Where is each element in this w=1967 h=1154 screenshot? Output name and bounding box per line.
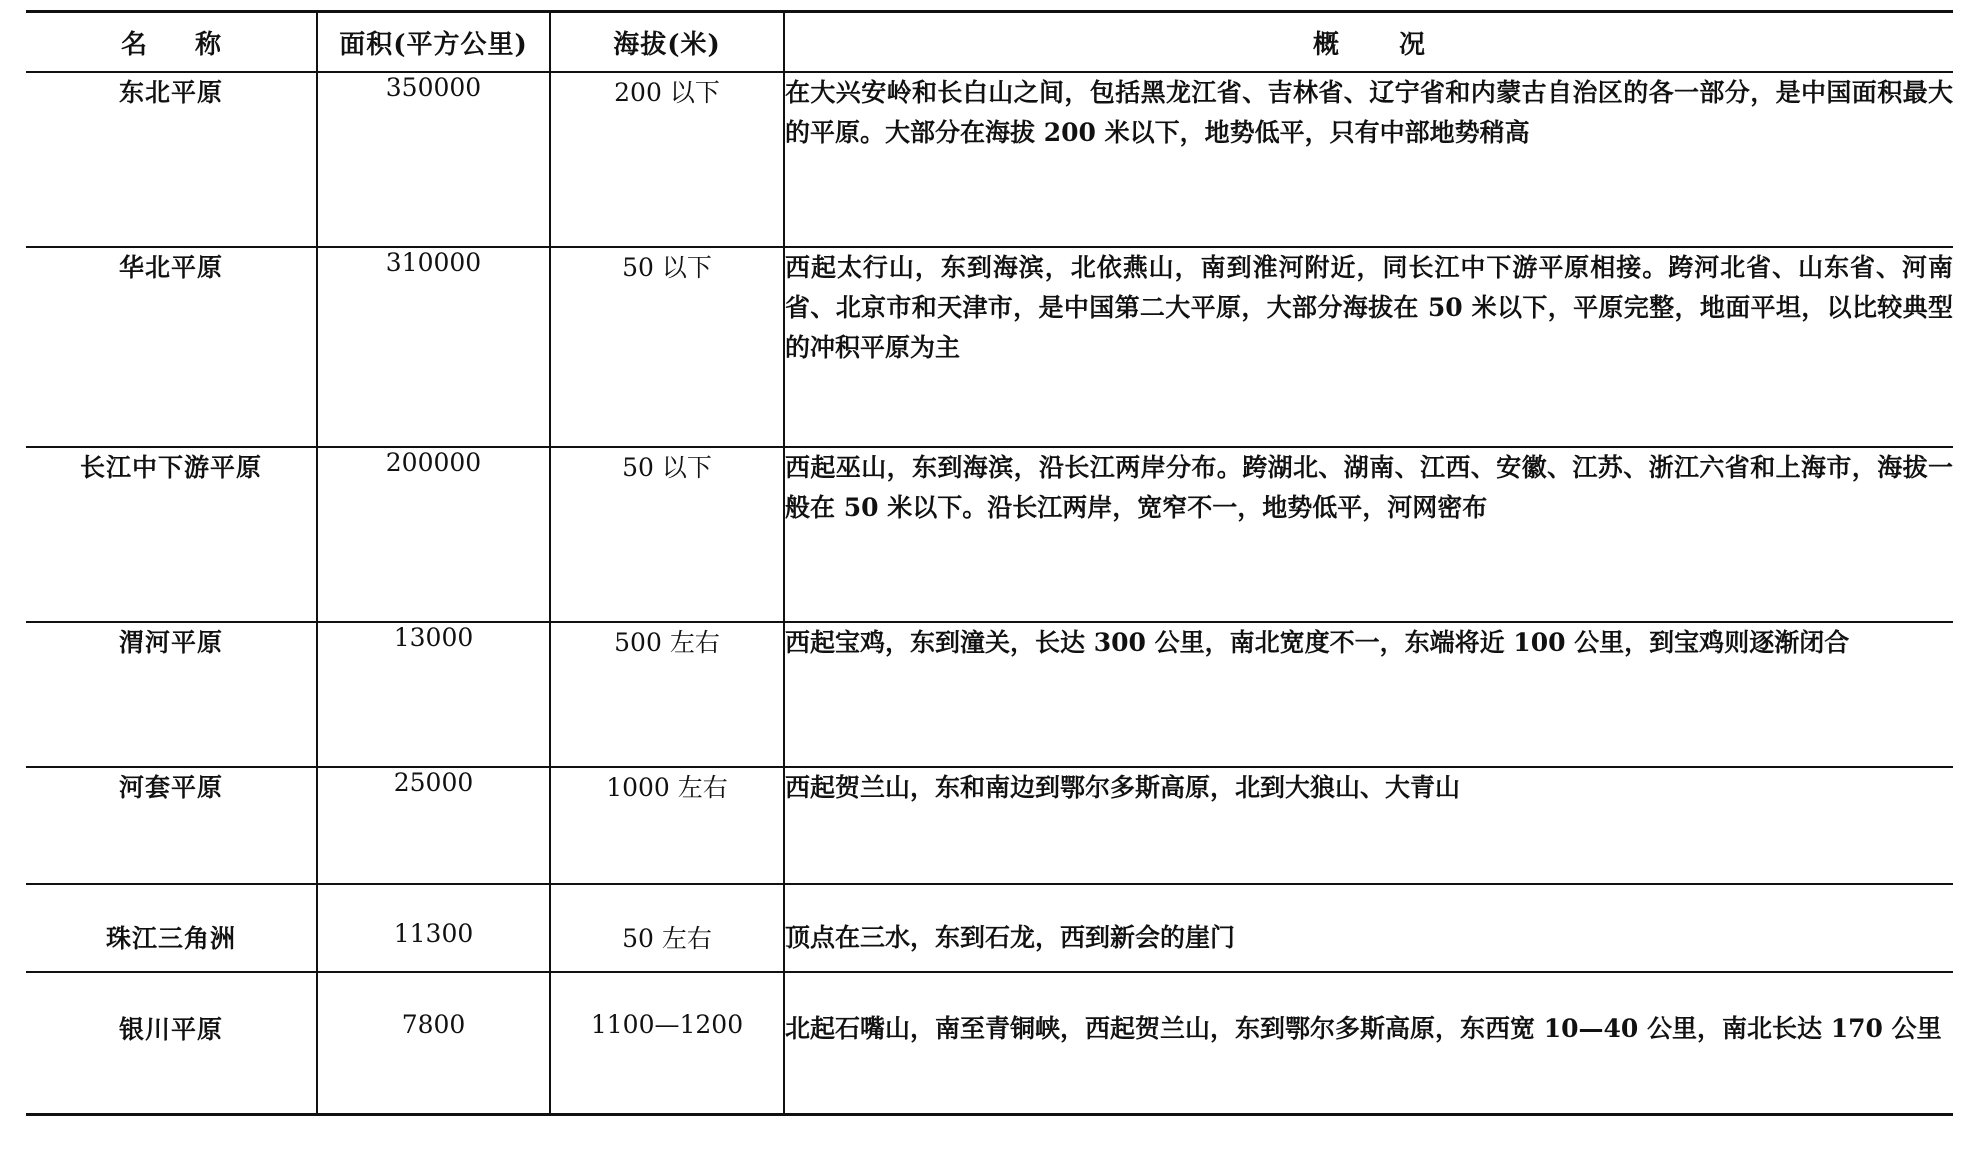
cell-overview: 北起石嘴山，南至青铜峡，西起贺兰山，东到鄂尔多斯高原，东西宽 10—40 公里，南北长达 170 公里: [784, 972, 1953, 1114]
cell-overview: 在大兴安岭和长白山之间，包括黑龙江省、吉林省、辽宁省和内蒙古自治区的各一部分，是中国面积最大的平原。大部分在海拔 200 米以下，地势低平，只有中部地势稍高: [784, 72, 1953, 247]
cell-name: 东北平原: [118, 78, 223, 107]
cell-name: 河套平原: [118, 773, 223, 802]
cell-overview: 顶点在三水，东到石龙，西到新会的崖门: [784, 884, 1953, 972]
table-row: [26, 767, 1953, 884]
cell-area: 13000: [317, 622, 550, 767]
table-row: [26, 972, 1953, 1114]
table-body: [26, 72, 1953, 1114]
cell-altitude: 1000 左右: [550, 767, 784, 884]
header-name: 名称: [26, 12, 317, 73]
cell-name: 渭河平原: [118, 628, 223, 657]
cell-name: 银川平原: [118, 1015, 223, 1044]
cell-overview: 西起巫山，东到海滨，沿长江两岸分布。跨湖北、湖南、江西、安徽、江苏、浙江六省和上海市，海拔一般在 50 米以下。沿长江两岸，宽窄不一，地势低平，河网密布: [784, 447, 1953, 622]
cell-area: 7800: [317, 972, 550, 1114]
cell-name: 珠江三角洲: [105, 924, 236, 953]
cell-altitude: 1100—1200: [550, 972, 784, 1114]
cell-name: 华北平原: [118, 253, 223, 282]
cell-area: 25000: [317, 767, 550, 884]
cell-altitude: 50 以下: [550, 447, 784, 622]
document-page: [26, 10, 1953, 1116]
cell-altitude: 50 左右: [550, 884, 784, 972]
cell-altitude: 50 以下: [550, 247, 784, 447]
header-area: 面积(平方公里): [317, 12, 550, 73]
cell-overview: 西起太行山，东到海滨，北依燕山，南到淮河附近，同长江中下游平原相接。跨河北省、山东省、河南省、北京市和天津市，是中国第二大平原，大部分海拔在 50 米以下，平原完整，地面平坦，以比较典型的冲积平原为主: [784, 247, 1953, 447]
cell-overview: 西起宝鸡，东到潼关，长达 300 公里，南北宽度不一，东端将近 100 公里，到宝鸡则逐渐闭合: [784, 622, 1953, 767]
cell-name: 长江中下游平原: [79, 453, 262, 482]
plains-table: [26, 10, 1953, 1116]
table-row: [26, 72, 1953, 247]
header-overview: 概况: [784, 12, 1953, 73]
table-row: [26, 447, 1953, 622]
table-row: [26, 622, 1953, 767]
cell-altitude: 200 以下: [550, 72, 784, 247]
cell-area: 200000: [317, 447, 550, 622]
cell-overview: 西起贺兰山，东和南边到鄂尔多斯高原，北到大狼山、大青山: [784, 767, 1953, 884]
table-row: [26, 247, 1953, 447]
header-row: [26, 12, 1953, 73]
cell-area: 310000: [317, 247, 550, 447]
table-header: [26, 12, 1953, 73]
cell-altitude: 500 左右: [550, 622, 784, 767]
table-row: [26, 884, 1953, 972]
cell-area: 11300: [317, 884, 550, 972]
header-altitude: 海拔(米): [550, 12, 784, 73]
cell-area: 350000: [317, 72, 550, 247]
